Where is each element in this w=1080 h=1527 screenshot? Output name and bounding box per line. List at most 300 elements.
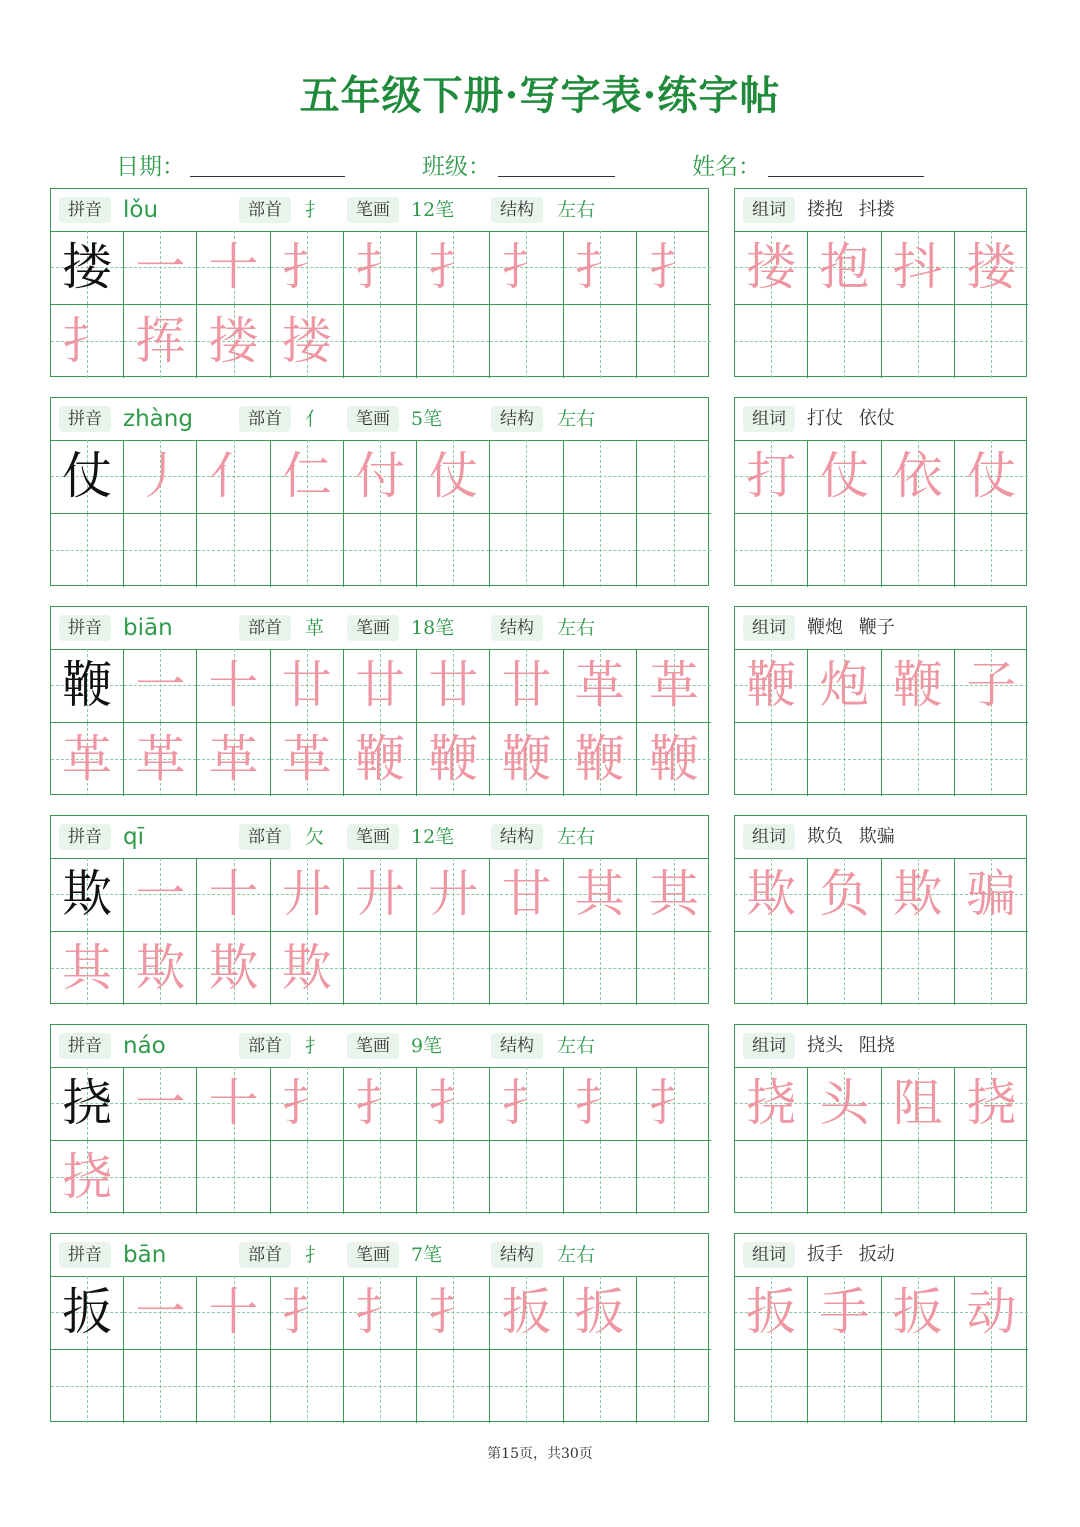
practice-cell[interactable] [490, 231, 563, 305]
structure-value: 左右 [557, 408, 596, 430]
practice-cell[interactable] [197, 723, 270, 797]
practice-cell[interactable] [51, 231, 124, 305]
practice-cell[interactable] [564, 649, 637, 723]
practice-cell[interactable] [808, 514, 881, 588]
practice-cell[interactable] [955, 1067, 1028, 1141]
practice-cell[interactable] [735, 932, 808, 1006]
practice-cell[interactable] [271, 1141, 344, 1215]
stroke-step-character: 廾 [281, 865, 332, 924]
practice-cell[interactable] [490, 932, 563, 1006]
practice-cell[interactable] [735, 1067, 808, 1141]
stroke-step-character: 扌 [574, 238, 625, 297]
practice-cell[interactable] [882, 440, 955, 514]
radical-value: 扌 [305, 1035, 325, 1057]
practice-cell[interactable] [417, 932, 490, 1006]
practice-cell[interactable] [197, 514, 270, 588]
practice-cell[interactable] [637, 440, 711, 514]
words-header [735, 1025, 1026, 1068]
practice-cell[interactable] [955, 1276, 1028, 1350]
practice-cell[interactable] [808, 1276, 881, 1350]
practice-cell[interactable] [124, 440, 197, 514]
stroke-step-character: 欺 [892, 865, 943, 924]
char-panel-0 [50, 188, 709, 377]
guide-line-v [991, 305, 992, 379]
practice-cell[interactable] [564, 932, 637, 1006]
practice-cell[interactable] [417, 649, 490, 723]
stroke-step-character: 廾 [354, 865, 405, 924]
guide-line-v [771, 723, 772, 797]
practice-cell[interactable] [882, 514, 955, 588]
pinyin-value: qī [123, 824, 144, 850]
practice-cell[interactable] [637, 932, 711, 1006]
guide-line-v [380, 305, 381, 379]
stroke-step-character: 扌 [281, 238, 332, 297]
practice-grid [51, 231, 708, 376]
guide-line-v [991, 514, 992, 588]
pinyin-value: lǒu [123, 197, 159, 223]
guide-line-v [844, 1350, 845, 1424]
practice-cell[interactable] [955, 1141, 1028, 1215]
practice-cell[interactable] [637, 514, 711, 588]
radical-value: 扌 [305, 1244, 325, 1266]
stroke-step-character: 廿 [354, 656, 405, 715]
guide-line-v [307, 514, 308, 588]
practice-cell[interactable] [417, 1141, 490, 1215]
practice-cell[interactable] [271, 1350, 344, 1424]
stroke-step-character: 仗 [819, 447, 870, 506]
stroke-step-character: 扌 [354, 1074, 405, 1133]
practice-cell[interactable] [197, 1350, 270, 1424]
guide-line-v [453, 932, 454, 1006]
practice-cell[interactable] [564, 723, 637, 797]
practice-cell[interactable] [882, 305, 955, 379]
stroke-step-character: 仁 [281, 447, 332, 506]
practice-cell[interactable] [882, 1067, 955, 1141]
practice-cell[interactable] [735, 231, 808, 305]
words-value: 鞭炮 鞭子 [807, 617, 895, 638]
practice-cell[interactable] [735, 858, 808, 932]
guide-line-v [771, 1350, 772, 1424]
radical-label: 部首 [239, 1242, 291, 1268]
practice-cell[interactable] [271, 858, 344, 932]
practice-cell[interactable] [490, 1350, 563, 1424]
practice-cell[interactable] [955, 231, 1028, 305]
guide-line-v [526, 305, 527, 379]
guide-line-v [87, 1350, 88, 1424]
structure-label: 结构 [491, 197, 543, 223]
practice-cell[interactable] [735, 305, 808, 379]
practice-cell[interactable] [735, 1276, 808, 1350]
practice-cell[interactable] [735, 440, 808, 514]
practice-cell[interactable] [417, 305, 490, 379]
practice-cell[interactable] [882, 858, 955, 932]
words-grid [735, 649, 1026, 794]
practice-cell[interactable] [271, 1276, 344, 1350]
practice-cell[interactable] [344, 514, 417, 588]
practice-cell[interactable] [637, 1141, 711, 1215]
practice-cell[interactable] [735, 1350, 808, 1424]
stroke-step-character: 十 [208, 656, 259, 715]
stroke-step-character: 扳 [746, 1283, 797, 1342]
words-panel-4 [734, 1024, 1027, 1213]
practice-cell[interactable] [955, 305, 1028, 379]
practice-cell[interactable] [124, 1276, 197, 1350]
practice-cell[interactable] [490, 649, 563, 723]
practice-cell[interactable] [271, 514, 344, 588]
practice-cell[interactable] [344, 231, 417, 305]
stroke-step-character: 革 [574, 656, 625, 715]
words-grid [735, 440, 1026, 585]
stroke-step-character: 搂 [966, 238, 1017, 297]
practice-cell[interactable] [564, 305, 637, 379]
practice-cell[interactable] [124, 649, 197, 723]
strokes-value: 9笔 [411, 1035, 443, 1057]
practice-cell[interactable] [735, 723, 808, 797]
guide-line-v [160, 1350, 161, 1424]
structure-label: 结构 [491, 824, 543, 850]
practice-cell[interactable] [564, 1141, 637, 1215]
practice-cell[interactable] [490, 1141, 563, 1215]
practice-cell[interactable] [808, 231, 881, 305]
practice-cell[interactable] [808, 932, 881, 1006]
practice-cell[interactable] [637, 305, 711, 379]
practice-cell[interactable] [124, 1141, 197, 1215]
practice-cell[interactable] [882, 1141, 955, 1215]
practice-cell[interactable] [808, 1141, 881, 1215]
practice-cell[interactable] [51, 858, 124, 932]
practice-cell[interactable] [955, 440, 1028, 514]
practice-cell[interactable] [882, 723, 955, 797]
practice-cell[interactable] [490, 1067, 563, 1141]
guide-line-v [771, 1141, 772, 1215]
date-blank[interactable] [190, 176, 345, 177]
words-value: 打仗 依仗 [807, 408, 895, 429]
practice-cell[interactable] [417, 1276, 490, 1350]
practice-cell[interactable] [197, 1276, 270, 1350]
radical-label: 部首 [239, 824, 291, 850]
practice-cell[interactable] [51, 514, 124, 588]
practice-cell[interactable] [564, 514, 637, 588]
practice-cell[interactable] [882, 932, 955, 1006]
practice-cell[interactable] [735, 1141, 808, 1215]
practice-cell[interactable] [124, 231, 197, 305]
char-info-header [51, 1234, 708, 1277]
practice-cell[interactable] [735, 649, 808, 723]
practice-cell[interactable] [197, 858, 270, 932]
model-character: 搂 [62, 238, 113, 297]
words-value: 搂抱 抖搂 [807, 199, 895, 220]
practice-cell[interactable] [124, 1350, 197, 1424]
guide-line-v [991, 932, 992, 1006]
words-value: 扳手 扳动 [807, 1244, 895, 1265]
stroke-step-character: 扌 [574, 1074, 625, 1133]
pinyin-label: 拼音 [59, 824, 111, 850]
stroke-step-character: 甘 [501, 865, 552, 924]
practice-cell[interactable] [564, 1067, 637, 1141]
guide-line-v [844, 514, 845, 588]
stroke-step-character: 扌 [428, 1283, 479, 1342]
practice-cell[interactable] [417, 723, 490, 797]
guide-line-v [844, 723, 845, 797]
stroke-step-character: 欺 [208, 939, 259, 998]
practice-cell[interactable] [344, 1276, 417, 1350]
practice-cell[interactable] [808, 723, 881, 797]
pinyin-label: 拼音 [59, 1033, 111, 1059]
practice-cell[interactable] [197, 231, 270, 305]
practice-cell[interactable] [197, 932, 270, 1006]
stroke-step-character: 亻 [208, 447, 259, 506]
practice-cell[interactable] [51, 649, 124, 723]
strokes-value: 12笔 [411, 826, 455, 848]
stroke-step-character: 其 [62, 939, 113, 998]
practice-cell[interactable] [564, 1350, 637, 1424]
practice-cell[interactable] [51, 1276, 124, 1350]
practice-cell[interactable] [271, 231, 344, 305]
stroke-step-character: 搂 [208, 312, 259, 371]
practice-cell[interactable] [882, 1350, 955, 1424]
practice-cell[interactable] [637, 1067, 711, 1141]
name-blank[interactable] [768, 176, 924, 177]
guide-line-v [600, 1350, 601, 1424]
practice-cell[interactable] [882, 231, 955, 305]
stroke-step-character: 扳 [574, 1283, 625, 1342]
guide-line-v [234, 1350, 235, 1424]
practice-cell[interactable] [271, 440, 344, 514]
guide-line-v [918, 932, 919, 1006]
words-grid [735, 1276, 1026, 1421]
practice-cell[interactable] [637, 231, 711, 305]
practice-cell[interactable] [564, 858, 637, 932]
guide-line-v [771, 932, 772, 1006]
practice-cell[interactable] [271, 649, 344, 723]
stroke-step-character: 依 [892, 447, 943, 506]
stroke-step-character: 其 [648, 865, 699, 924]
practice-cell[interactable] [417, 231, 490, 305]
char-info-header [51, 189, 708, 232]
practice-cell[interactable] [637, 1350, 711, 1424]
practice-cell[interactable] [344, 1067, 417, 1141]
guide-line-v [918, 1141, 919, 1215]
practice-cell[interactable] [417, 440, 490, 514]
practice-grid [51, 1067, 708, 1212]
practice-cell[interactable] [197, 1141, 270, 1215]
practice-cell[interactable] [51, 1141, 124, 1215]
guide-line-v [918, 514, 919, 588]
practice-cell[interactable] [124, 723, 197, 797]
stroke-step-character: 挠 [746, 1074, 797, 1133]
practice-cell[interactable] [882, 649, 955, 723]
practice-cell[interactable] [808, 305, 881, 379]
stroke-step-character: 革 [648, 656, 699, 715]
practice-cell[interactable] [564, 1276, 637, 1350]
stroke-step-character: 扌 [281, 1074, 332, 1133]
radical-value: 亻 [305, 408, 325, 430]
practice-cell[interactable] [417, 514, 490, 588]
stroke-step-character: 挥 [135, 312, 186, 371]
practice-cell[interactable] [490, 514, 563, 588]
practice-cell[interactable] [955, 1350, 1028, 1424]
stroke-step-character: 十 [208, 1074, 259, 1133]
class-label: 班级： [422, 154, 491, 180]
structure-value: 左右 [557, 1244, 596, 1266]
practice-cell[interactable] [124, 932, 197, 1006]
practice-cell[interactable] [955, 858, 1028, 932]
structure-value: 左右 [557, 617, 596, 639]
words-panel-3 [734, 815, 1027, 1004]
practice-grid [51, 440, 708, 585]
guide-line-v [160, 514, 161, 588]
practice-cell[interactable] [637, 858, 711, 932]
guide-line-v [771, 514, 772, 588]
words-label: 组词 [743, 824, 795, 850]
stroke-step-character: 子 [966, 656, 1017, 715]
stroke-step-character: 扌 [354, 1283, 405, 1342]
practice-cell[interactable] [955, 649, 1028, 723]
pinyin-label: 拼音 [59, 406, 111, 432]
class-blank[interactable] [498, 176, 615, 177]
practice-cell[interactable] [271, 305, 344, 379]
stroke-step-character: 扳 [892, 1283, 943, 1342]
practice-cell[interactable] [51, 305, 124, 379]
stroke-step-character: 十 [208, 865, 259, 924]
model-character: 欺 [62, 865, 113, 924]
practice-cell[interactable] [344, 440, 417, 514]
strokes-label: 笔画 [347, 824, 399, 850]
practice-cell[interactable] [808, 1067, 881, 1141]
practice-cell[interactable] [490, 858, 563, 932]
practice-cell[interactable] [197, 440, 270, 514]
practice-cell[interactable] [51, 1067, 124, 1141]
stroke-step-character: 扌 [281, 1283, 332, 1342]
stroke-step-character: 欺 [281, 939, 332, 998]
guide-line-v [526, 514, 527, 588]
practice-cell[interactable] [490, 305, 563, 379]
practice-cell[interactable] [882, 1276, 955, 1350]
words-header [735, 816, 1026, 859]
practice-cell[interactable] [344, 932, 417, 1006]
guide-line-v [453, 514, 454, 588]
practice-cell[interactable] [637, 649, 711, 723]
guide-line-v [307, 1350, 308, 1424]
strokes-value: 12笔 [411, 199, 455, 221]
practice-cell[interactable] [735, 514, 808, 588]
practice-cell[interactable] [344, 1350, 417, 1424]
stroke-step-character: 十 [208, 1283, 259, 1342]
practice-cell[interactable] [124, 858, 197, 932]
char-panel-5 [50, 1233, 709, 1422]
stroke-step-character: 扌 [62, 312, 113, 371]
practice-cell[interactable] [124, 1067, 197, 1141]
guide-line-v [600, 440, 601, 513]
practice-cell[interactable] [955, 932, 1028, 1006]
guide-line-v [453, 1141, 454, 1215]
practice-cell[interactable] [344, 649, 417, 723]
practice-cell[interactable] [955, 723, 1028, 797]
stroke-step-character: 抖 [892, 238, 943, 297]
stroke-step-character: 一 [135, 656, 186, 715]
guide-line-v [600, 514, 601, 588]
strokes-value: 18笔 [411, 617, 455, 639]
stroke-step-character: 扌 [501, 1074, 552, 1133]
guide-line-v [991, 1350, 992, 1424]
practice-cell[interactable] [490, 440, 563, 514]
stroke-step-character: 一 [135, 1283, 186, 1342]
words-panel-2 [734, 606, 1027, 795]
words-panel-5 [734, 1233, 1027, 1422]
radical-label: 部首 [239, 406, 291, 432]
practice-cell[interactable] [197, 1067, 270, 1141]
practice-cell[interactable] [51, 440, 124, 514]
practice-cell[interactable] [124, 305, 197, 379]
stroke-step-character: 骗 [966, 865, 1017, 924]
stroke-step-character: 手 [819, 1283, 870, 1342]
page-number: 第15页，共30页 [487, 1446, 593, 1462]
stroke-step-character: 炮 [819, 656, 870, 715]
strokes-value: 5笔 [411, 408, 443, 430]
practice-cell[interactable] [417, 1067, 490, 1141]
practice-cell[interactable] [808, 1350, 881, 1424]
stroke-step-character: 动 [966, 1283, 1017, 1342]
words-value: 欺负 欺骗 [807, 826, 895, 847]
practice-cell[interactable] [271, 1067, 344, 1141]
strokes-label: 笔画 [347, 197, 399, 223]
pinyin-label: 拼音 [59, 1242, 111, 1268]
name-label: 姓名： [692, 154, 761, 180]
practice-cell[interactable] [808, 858, 881, 932]
stroke-step-character: 仗 [966, 447, 1017, 506]
structure-label: 结构 [491, 1033, 543, 1059]
practice-cell[interactable] [124, 514, 197, 588]
practice-cell[interactable] [51, 1350, 124, 1424]
practice-cell[interactable] [271, 932, 344, 1006]
practice-cell[interactable] [51, 723, 124, 797]
pinyin-value: biān [123, 615, 173, 641]
practice-cell[interactable] [51, 932, 124, 1006]
stroke-step-character: 扌 [501, 238, 552, 297]
practice-cell[interactable] [271, 723, 344, 797]
radical-value: 扌 [305, 199, 325, 221]
practice-cell[interactable] [417, 858, 490, 932]
guide-line-v [526, 932, 527, 1006]
guide-line-v [674, 932, 675, 1006]
practice-cell[interactable] [808, 440, 881, 514]
practice-cell[interactable] [197, 305, 270, 379]
practice-cell[interactable] [417, 1350, 490, 1424]
practice-cell[interactable] [637, 1276, 711, 1350]
practice-cell[interactable] [344, 1141, 417, 1215]
practice-cell[interactable] [344, 858, 417, 932]
practice-cell[interactable] [637, 723, 711, 797]
practice-grid [51, 649, 708, 794]
stroke-step-character: 付 [354, 447, 405, 506]
practice-cell[interactable] [490, 1276, 563, 1350]
practice-cell[interactable] [564, 440, 637, 514]
practice-cell[interactable] [955, 514, 1028, 588]
practice-cell[interactable] [490, 723, 563, 797]
char-panel-3 [50, 815, 709, 1004]
guide-line-v [844, 305, 845, 379]
stroke-step-character: 打 [746, 447, 797, 506]
practice-cell[interactable] [344, 305, 417, 379]
practice-cell[interactable] [197, 649, 270, 723]
guide-line-v [600, 932, 601, 1006]
structure-value: 左右 [557, 199, 596, 221]
practice-cell[interactable] [564, 231, 637, 305]
practice-cell[interactable] [808, 649, 881, 723]
words-header [735, 398, 1026, 441]
practice-cell[interactable] [344, 723, 417, 797]
words-grid [735, 1067, 1026, 1212]
